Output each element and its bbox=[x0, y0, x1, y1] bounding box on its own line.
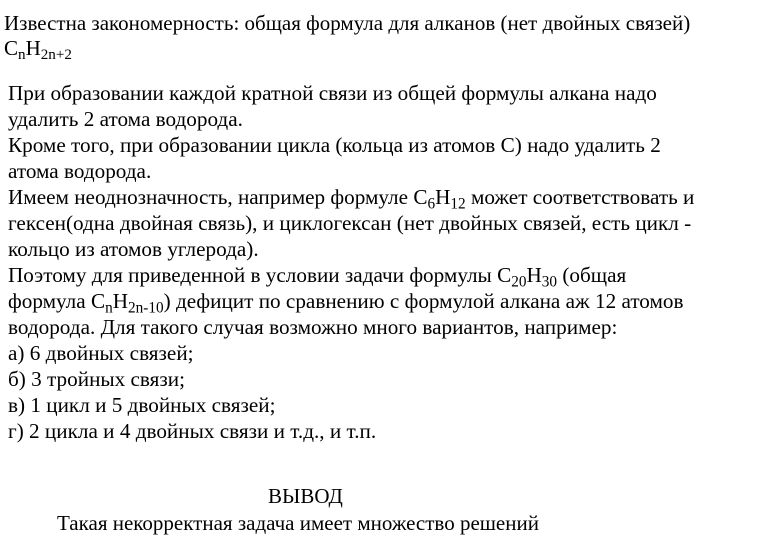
text-line: водорода. Для такого случая возможно много вариантов, например: bbox=[8, 315, 618, 339]
text-line: атома водорода. bbox=[8, 159, 152, 183]
carbon-subscript: 6 bbox=[427, 195, 436, 213]
text-line-hexene-formula: Имеем неоднозначность, например формуле $С_6Н_{12}$ может соответствовать и bbox=[8, 185, 695, 213]
intro-line: Известна закономерность: общая формула для алканов (нет двойных связей) bbox=[4, 11, 691, 35]
carbon-subscript: n bbox=[105, 299, 113, 317]
hydrogen-subscript: 30 bbox=[541, 273, 558, 291]
conclusion-text: Такая некорректная задача имеет множество решений bbox=[57, 511, 539, 535]
text-line: гексен(одна двойная связь), и циклогексан (нет двойных связей, есть цикл - bbox=[8, 211, 692, 235]
formula-hydrogen: H bbox=[25, 36, 41, 60]
conclusion-heading: ВЫВОД bbox=[268, 484, 343, 508]
text-line-task-formula: Поэтому для приведенной в условии задачи формулы $С_{20}Н_{30}$ (общая bbox=[8, 263, 627, 291]
hydrogen-subscript: 2n-10 bbox=[128, 299, 164, 317]
formula-carbon-subscript: n bbox=[18, 47, 26, 64]
variant-item: б) 3 тройных связи; bbox=[8, 367, 186, 391]
text-line-general-formula: формула $С_nН_{2n-10}$) дефицит по сравнению с формулой алкана аж 12 атомов bbox=[8, 289, 684, 317]
alkane-general-formula bbox=[4, 36, 770, 64]
carbon-subscript: 20 bbox=[511, 273, 527, 291]
formula-hydrogen-subscript: 2n+2 bbox=[40, 47, 72, 64]
intro-block bbox=[4, 11, 770, 64]
formula-carbon: C bbox=[4, 36, 19, 60]
explanation-block bbox=[8, 80, 770, 444]
text-line: Кроме того, при образовании цикла (кольца из атомов С) надо удалить 2 bbox=[8, 133, 661, 157]
hydrogen-subscript: 12 bbox=[450, 195, 466, 213]
text-line: При образовании каждой кратной связи из общей формулы алкана надо bbox=[8, 81, 657, 105]
variant-item: в) 1 цикл и 5 двойных связей; bbox=[8, 393, 276, 417]
variant-item: а) 6 двойных связей; bbox=[8, 341, 194, 365]
text-line: удалить 2 атома водорода. bbox=[8, 107, 243, 131]
text-line: кольцо из атомов углерода). bbox=[8, 237, 259, 261]
variant-item: г) 2 цикла и 4 двойных связи и т.д., и т.п. bbox=[8, 419, 377, 443]
